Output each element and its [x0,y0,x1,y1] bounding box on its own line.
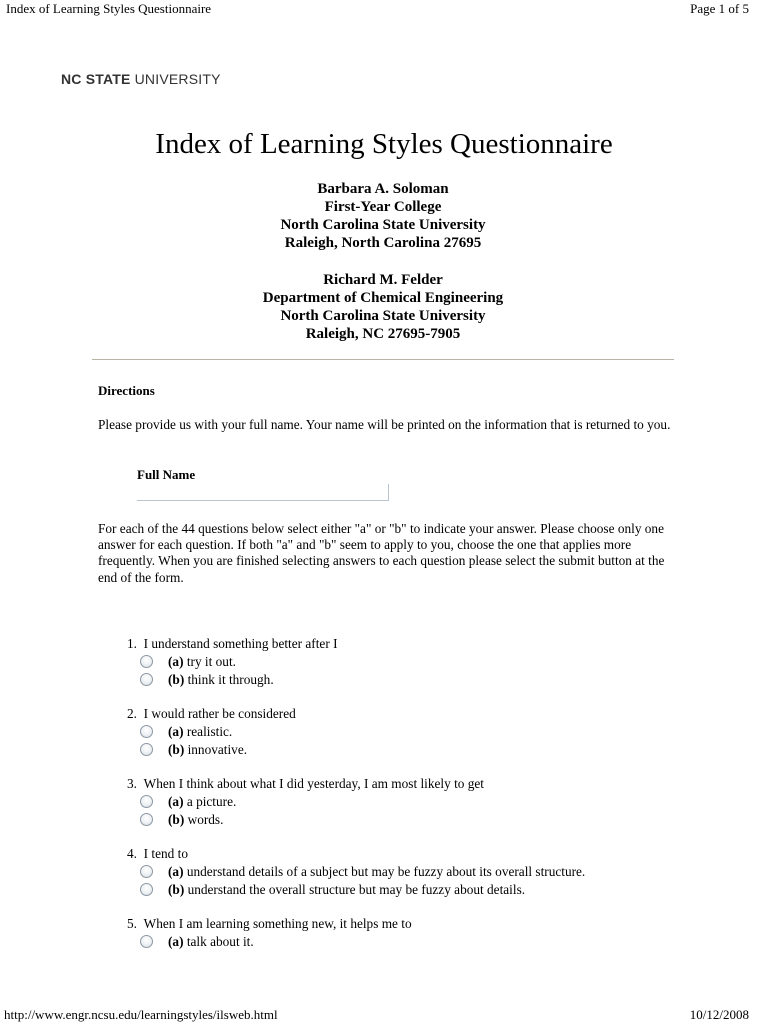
author-name: Richard M. Felder [323,272,443,288]
option-key: (b) [168,882,185,897]
option-text: innovative. [184,742,248,757]
radio-button[interactable] [140,813,153,826]
author-university: North Carolina State University [280,217,486,233]
author-block-felder [0,271,766,343]
option-text: try it out. [183,654,236,669]
radio-button[interactable] [140,725,153,738]
ncsu-logo[interactable] [61,71,221,87]
question-number: 1. [127,636,137,651]
author-name: Barbara A. Soloman [317,181,449,197]
footer-url: http://www.engr.ncsu.edu/learningstyles/ilsweb.html [4,1007,278,1022]
option-text: think it through. [184,672,274,687]
question-text: I would rather be considered [143,706,296,721]
option-a[interactable] [100,723,700,741]
option-text: understand the overall structure but may be fuzzy about details. [184,882,526,897]
option-b[interactable] [100,741,700,759]
option-text: a picture. [183,794,237,809]
directions-answer-instructions: For each of the 44 questions below select either "a" or "b" to indicate your answer. Please choose only one answer for each question. If both "a" and "b" seem to apply to you, choose the one that applies more frequently. When you are finished selecting answers to each question please select the submit button at the end of the form. [98,521,665,585]
directions-name-instructions: Please provide us with your full name. Your name will be printed on the information that is returned to you. [98,417,671,432]
option-key: (a) [168,864,184,879]
option-b[interactable] [100,811,700,829]
author-address: Raleigh, North Carolina 27695 [284,235,482,251]
page-number: Page 1 of 5 [690,1,749,16]
question-4 [100,845,700,899]
option-key: (a) [168,934,184,949]
radio-button[interactable] [140,673,153,686]
question-number: 4. [127,846,137,861]
option-text: realistic. [183,724,233,739]
option-key: (b) [168,742,185,757]
horizontal-divider [92,359,674,360]
option-text: talk about it. [183,934,254,949]
option-b[interactable] [100,881,700,899]
option-key: (b) [168,672,185,687]
radio-button[interactable] [140,655,153,668]
author-block-soloman [0,180,766,252]
option-key: (a) [168,794,184,809]
question-number: 3. [127,776,137,791]
option-text: understand details of a subject but may be fuzzy about its overall structure. [183,864,586,879]
author-dept: First-Year College [324,199,442,215]
option-a[interactable] [100,933,700,951]
directions-heading: Directions [98,383,155,398]
question-text: When I think about what I did yesterday, I am most likely to get [143,776,484,791]
question-number: 2. [127,706,137,721]
question-text: When I am learning something new, it helps me to [143,916,412,931]
author-address: Raleigh, NC 27695-7905 [305,326,461,342]
full-name-label: Full Name [137,467,196,482]
question-3 [100,775,700,829]
question-text: I tend to [143,846,188,861]
option-a[interactable] [100,653,700,671]
page-header-title: Index of Learning Styles Questionnaire [6,1,212,16]
author-university: North Carolina State University [280,308,486,324]
question-2 [100,705,700,759]
question-number: 5. [127,916,137,931]
option-text: words. [184,812,224,827]
document-title: Index of Learning Styles Questionnaire [155,128,613,160]
question-text: I understand something better after I [143,636,338,651]
option-a[interactable] [100,863,700,881]
radio-button[interactable] [140,865,153,878]
logo-rest-text: UNIVERSITY [130,71,221,87]
question-5 [100,915,700,951]
question-1 [100,635,700,689]
option-b[interactable] [100,671,700,689]
option-a[interactable] [100,793,700,811]
logo-bold-text: NC STATE [61,71,131,87]
option-key: (b) [168,812,185,827]
option-key: (a) [168,724,184,739]
footer-date: 10/12/2008 [689,1007,749,1022]
author-dept: Department of Chemical Engineering [262,290,504,306]
option-key: (a) [168,654,184,669]
full-name-input[interactable] [137,484,389,501]
radio-button[interactable] [140,883,153,896]
radio-button[interactable] [140,795,153,808]
radio-button[interactable] [140,743,153,756]
radio-button[interactable] [140,935,153,948]
